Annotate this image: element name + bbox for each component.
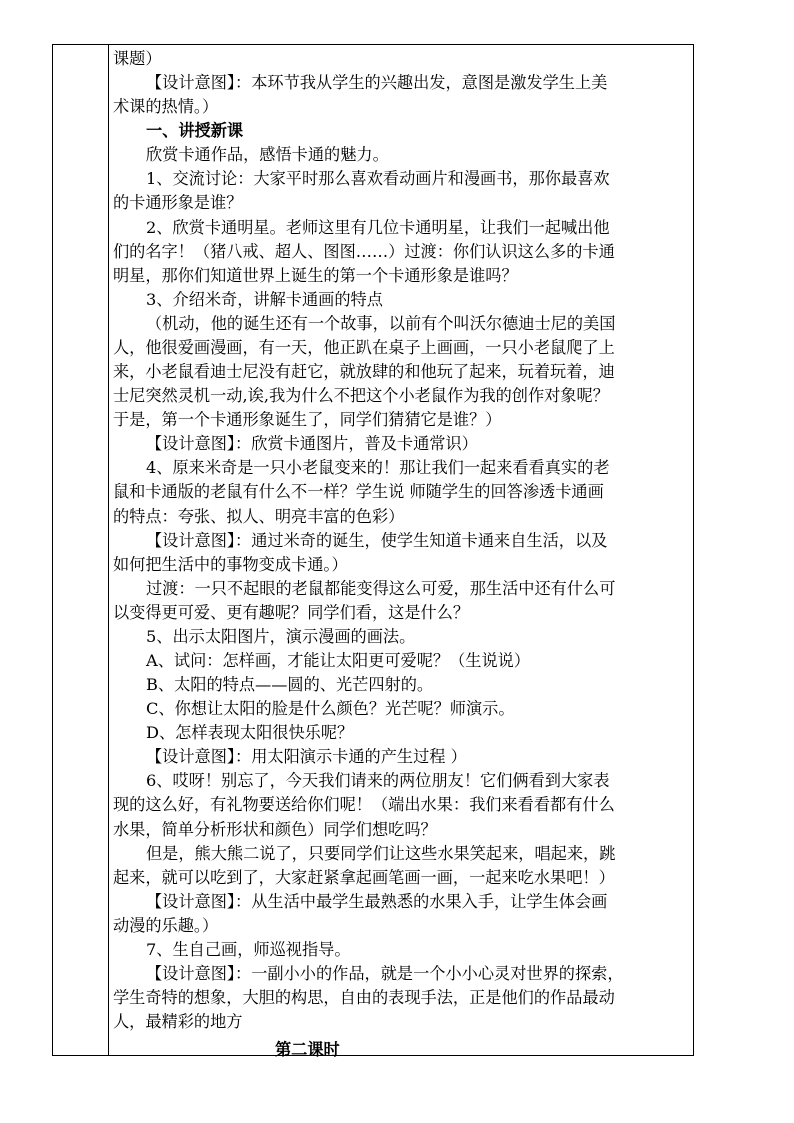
text-line: 【设计意图】：用太阳演示卡通的产生过程 ） xyxy=(146,747,467,767)
column-divider xyxy=(108,45,109,1055)
text-line: 以变得更可爱、更有趣呢？同学们看，这是什么？ xyxy=(113,602,470,622)
text-line: 人，最精彩的地方 xyxy=(113,1012,243,1032)
text-line: 们的名字！（猪八戒、超人、图图……）过渡：你们认识这么多的卡通 xyxy=(113,241,615,261)
text-line: 学生奇特的想象，大胆的构思，自由的表现手法，正是他们的作品最动 xyxy=(113,988,615,1008)
text-line: 1、交流讨论：大家平时那么喜欢看动画片和漫画书，那你最喜欢 xyxy=(146,169,610,189)
text-line: 起来，就可以吃到了，大家赶紧拿起画笔画一画，一起来吃水果吧！） xyxy=(113,867,615,887)
text-line: 【设计意图】：通过米奇的诞生，使学生知道卡通来自生活，以及 xyxy=(146,530,608,550)
text-line: 现的这么好，有礼物要送给你们呢！（端出水果：我们来看看都有什么 xyxy=(113,795,615,815)
text-line: 2、欣赏卡通明星。老师这里有几位卡通明星，让我们一起喊出他 xyxy=(146,217,610,237)
text-line: 动漫的乐趣。） xyxy=(113,915,219,935)
section-title: 第二课时 xyxy=(275,1040,340,1059)
text-line: 【设计意图】：本环节我从学生的兴趣出发，意图是激发学生上美 xyxy=(146,73,608,93)
text-line: 【设计意图】：从生活中最学生最熟悉的水果入手，让学生体会画 xyxy=(146,891,608,911)
text-line: 但是，熊大熊二说了，只要同学们让这些水果笑起来，唱起来，跳 xyxy=(146,843,616,863)
text-line: A、试问：怎样画，才能让太阳更可爱呢？（生说说） xyxy=(146,651,531,670)
text-line: 的卡通形象是谁？ xyxy=(113,193,243,213)
text-line: 4、原来米奇是一只小老鼠变来的！那让我们一起来看看真实的老 xyxy=(146,458,610,478)
text-line: 【设计意图】：一副小小的作品，就是一个小小心灵对世界的探索， xyxy=(146,964,624,984)
text-line: 水果，简单分析形状和颜色）同学们想吃吗？ xyxy=(113,819,437,839)
text-line: （机动，他的诞生还有一个故事，以前有个叫沃尔德迪士尼的美国 xyxy=(146,313,616,333)
text-line: D、怎样表现太阳很快乐呢？ xyxy=(146,723,354,743)
text-line: 欣赏卡通作品，感悟卡通的魅力。 xyxy=(146,145,389,165)
text-line: 士尼突然灵机一动,诶,我为什么不把这个小老鼠作为我的创作对象呢？ xyxy=(113,386,609,406)
text-line: 于是，第一个卡通形象诞生了，同学们猜猜它是谁？） xyxy=(113,410,502,430)
text-line: 来，小老鼠看迪士尼没有赶它，就放肆的和他玩了起来，玩着玩着，迪 xyxy=(113,362,615,382)
text-line: 3、介绍米奇，讲解卡通画的特点 xyxy=(146,289,383,309)
text-line: 人，他很爱画漫画，有一天，他正趴在桌子上画画，一只小老鼠爬了上 xyxy=(113,337,615,357)
text-line: 的特点：夸张、拟人、明亮丰富的色彩） xyxy=(113,506,405,526)
text-line: 明星，那你们知道世界上诞生的第一个卡通形象是谁吗？ xyxy=(113,265,518,285)
text-line: 5、出示太阳图片，演示漫画的画法。 xyxy=(146,626,416,646)
text-line: 如何把生活中的事物变成卡通。） xyxy=(113,554,348,574)
text-line: 过渡：一只不起眼的老鼠都能变得这么可爱，那生活中还有什么可 xyxy=(146,578,616,598)
text-line: 术课的热情。） xyxy=(113,97,219,117)
text-line: 7、生自己画，师巡视指导。 xyxy=(146,939,351,959)
lesson-table xyxy=(52,44,694,1059)
text-line: B、太阳的特点——圆的、光芒四射的。 xyxy=(146,675,434,695)
text-line: 一、讲授新课 xyxy=(146,121,244,141)
text-line: 6、哎呀！别忘了，今天我们请来的两位朋友！它们俩看到大家表 xyxy=(146,771,610,791)
text-line: 课题） xyxy=(113,49,162,68)
text-line: 【设计意图】：欣赏卡通图片，普及卡通常识） xyxy=(146,434,478,454)
text-line: C、你想让太阳的脸是什么颜色？光芒呢？师演示。 xyxy=(146,699,515,719)
text-line: 鼠和卡通版的老鼠有什么不一样？学生说 师随学生的回答渗透卡通画 xyxy=(113,482,604,502)
